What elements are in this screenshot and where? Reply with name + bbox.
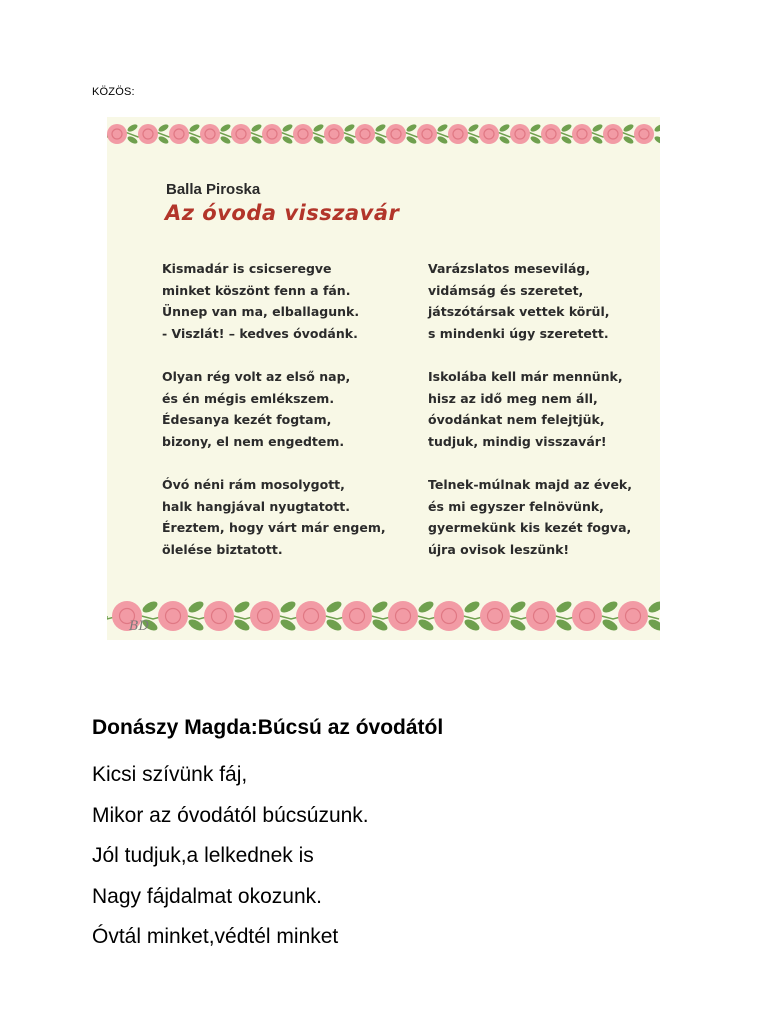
leaf-icon	[279, 617, 297, 633]
poem-line: Óvtál minket,védtél minket	[92, 925, 339, 948]
rose-icon	[618, 601, 648, 631]
rose-icon	[342, 601, 372, 631]
leaf-icon	[250, 123, 262, 133]
stanza-line: s mindenki úgy szeretett.	[428, 325, 609, 341]
rose-icon	[634, 124, 654, 144]
rose-icon	[526, 601, 556, 631]
rose-icon	[541, 124, 561, 144]
stanza-line: Éreztem, hogy várt már engem,	[162, 520, 386, 535]
stanza-line: minket köszönt fenn a fán.	[162, 282, 351, 298]
rose-border-top	[107, 117, 660, 151]
leaf-icon	[279, 599, 297, 615]
poem-line: Jól tudjuk,a lelkednek is	[92, 844, 314, 867]
stanza-line: halk hangjával nyugtatott.	[162, 498, 350, 514]
rose-icon	[434, 601, 464, 631]
leaf-icon	[141, 599, 159, 615]
leaf-icon	[187, 599, 205, 615]
stanza-line: - Viszlát! – kedves óvodánk.	[162, 325, 358, 341]
leaf-icon	[467, 123, 479, 133]
stanza-line: bizony, el nem engedtem.	[162, 433, 345, 449]
stanza	[428, 258, 660, 344]
rose-icon	[479, 124, 499, 144]
leaf-icon	[601, 599, 619, 615]
leaf-icon	[371, 617, 389, 633]
stanza-line: Kismadár is csicseregve	[162, 261, 332, 276]
poem-line: Kicsi szívünk fáj,	[92, 763, 248, 786]
rose-icon	[572, 601, 602, 631]
leaf-icon	[281, 123, 293, 133]
card-title: Az óvoda visszavár	[165, 201, 400, 225]
stanza-line: Ünnep van ma, elballagunk.	[162, 304, 360, 319]
leaf-icon	[157, 123, 169, 133]
rose-icon	[107, 124, 127, 144]
leaf-icon	[436, 123, 448, 133]
rose-icon	[324, 124, 344, 144]
stanza-line: Óvó néni rám mosolygott,	[162, 477, 345, 492]
leaf-icon	[653, 123, 660, 133]
leaf-icon	[529, 123, 541, 133]
rose-icon	[296, 601, 326, 631]
stanza-line: és én mégis emlékszem.	[162, 390, 335, 406]
artist-signature: BD	[129, 619, 149, 634]
rose-icon	[417, 124, 437, 144]
left-column	[162, 258, 402, 582]
rose-border-bottom	[107, 592, 660, 640]
rose-icon	[355, 124, 375, 144]
leaf-icon	[325, 599, 343, 615]
stanza	[162, 366, 402, 452]
stanza-line: játszótársak vettek körül,	[428, 304, 610, 319]
stanza-line: Olyan rég volt az első nap,	[162, 369, 351, 384]
leaf-icon	[126, 123, 138, 133]
stanza-line: gyermekünk kis kezét fogva,	[428, 520, 632, 535]
rose-icon	[572, 124, 592, 144]
stanza-line: újra ovisok leszünk!	[428, 541, 570, 557]
rose-icon	[200, 124, 220, 144]
leaf-icon	[325, 617, 343, 633]
stanza	[162, 258, 402, 344]
rose-icon	[250, 601, 280, 631]
stanza-line: és mi egyszer felnövünk,	[428, 498, 604, 514]
leaf-icon	[555, 599, 573, 615]
rose-icon	[262, 124, 282, 144]
rose-icon	[138, 124, 158, 144]
stanza	[428, 474, 660, 560]
poem-line: Mikor az óvodától búcsúzunk.	[92, 803, 369, 827]
right-column	[428, 258, 660, 582]
leaf-icon	[343, 123, 355, 133]
leaf-icon	[601, 617, 619, 633]
stanza-line: ölelése biztatott.	[162, 541, 283, 557]
rose-icon	[158, 601, 188, 631]
rose-icon	[293, 124, 313, 144]
leaf-icon	[653, 135, 660, 145]
stanza-line: Varázslatos mesevilág,	[428, 261, 591, 276]
leaf-icon	[312, 123, 324, 133]
leaf-icon	[463, 599, 481, 615]
leaf-icon	[509, 617, 527, 633]
rose-icon	[448, 124, 468, 144]
leaf-icon	[509, 599, 527, 615]
leaf-icon	[374, 123, 386, 133]
stanza-line: vidámság és szeretet,	[428, 282, 584, 298]
stanza-line: Telnek-múlnak majd az évek,	[428, 477, 632, 492]
poem-title: Donászy Magda:Búcsú az óvodától	[92, 716, 444, 739]
leaf-icon	[188, 123, 200, 133]
leaf-icon	[405, 123, 417, 133]
leaf-icon	[233, 617, 251, 633]
stanza-line: hisz az idő meg nem áll,	[428, 390, 598, 406]
stanza	[428, 366, 660, 452]
rose-icon	[510, 124, 530, 144]
poem-body	[92, 755, 369, 958]
rose-icon	[388, 601, 418, 631]
rose-icon	[169, 124, 189, 144]
section-label: KÖZÖS:	[92, 86, 135, 98]
leaf-icon	[417, 617, 435, 633]
leaf-icon	[647, 617, 660, 633]
rose-icon	[231, 124, 251, 144]
rose-icon	[204, 601, 234, 631]
leaf-icon	[417, 599, 435, 615]
leaf-icon	[187, 617, 205, 633]
leaf-icon	[498, 123, 510, 133]
stanza-line: tudjuk, mindig visszavár!	[428, 433, 607, 449]
leaf-icon	[233, 599, 251, 615]
leaf-icon	[647, 599, 660, 615]
stanza	[162, 474, 402, 560]
card-author: Balla Piroska	[166, 181, 261, 198]
poem-image-card	[107, 117, 660, 640]
rose-icon	[603, 124, 623, 144]
leaf-icon	[560, 123, 572, 133]
poem-line: Nagy fájdalmat okozunk.	[92, 884, 322, 908]
leaf-icon	[463, 617, 481, 633]
leaf-icon	[371, 599, 389, 615]
leaf-icon	[622, 123, 634, 133]
leaf-icon	[591, 123, 603, 133]
rose-icon	[386, 124, 406, 144]
stanza-line: Iskolába kell már mennünk,	[428, 369, 623, 384]
leaf-icon	[555, 617, 573, 633]
rose-icon	[480, 601, 510, 631]
stanza-line: óvodánkat nem felejtjük,	[428, 412, 605, 427]
leaf-icon	[219, 123, 231, 133]
stanza-line: Édesanya kezét fogtam,	[162, 412, 332, 427]
